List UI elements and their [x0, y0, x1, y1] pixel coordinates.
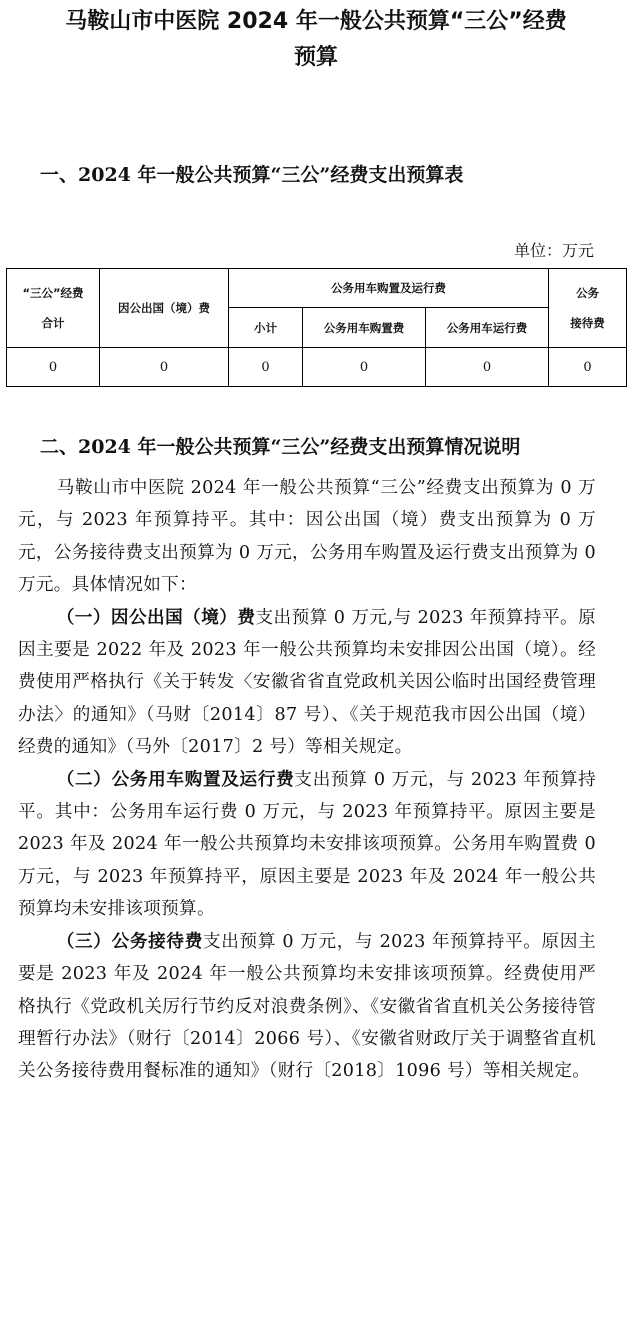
header-total: “三公”经费 合计: [7, 269, 100, 348]
value-subtotal: 0: [229, 348, 303, 387]
item-1-lead: （一）因公出国（境）费: [56, 607, 256, 628]
table-row: [7, 348, 627, 387]
header-reception: 公务 接待费: [549, 269, 627, 348]
header-vehicle-purchase: 公务用车购置费: [303, 308, 426, 348]
value-reception: 0: [549, 348, 627, 387]
section-2-heading: 二、2024 年一般公共预算“三公”经费支出预算情况说明: [40, 436, 521, 458]
item-3-lead: （三）公务接待费: [56, 931, 203, 952]
budget-table: [6, 268, 627, 387]
header-vehicle: 公务用车购置及运行费: [229, 269, 549, 308]
value-vehicle-purchase: 0: [303, 348, 426, 387]
section-1-heading: 一、2024 年一般公共预算“三公”经费支出预算表: [40, 164, 464, 186]
explanation-body: [18, 472, 596, 1088]
value-abroad: 0: [100, 348, 229, 387]
value-vehicle-operation: 0: [426, 348, 549, 387]
page-title: [0, 4, 632, 76]
item-3-text: 支出预算 0 万元，与 2023 年预算持平。原因主要是 2023 年及 2024 年一般公共预算均未安排该项预算。经费使用严格执行《党政机关厉行节约反对浪费条例》、《安徽省省直机关公务接待管理暂行办法》（财行〔2014〕2066 号）、《安徽省财政厅关于调整省直机关公务接待费用餐标准的通知》（财行〔2018〕1096 号）等相关规定。: [18, 931, 596, 1082]
item-1-text: 支出预算 0 万元,与 2023 年预算持平。原因主要是 2022 年及 2023 年一般公共预算均未安排因公出国（境）。经费使用严格执行《关于转发〈安徽省省直党政机关因公临时出国经费管理办法〉的通知》（马财〔2014〕87 号）、《关于规范我市因公出国（境）经费的通知》（马外〔2017〕2 号）等相关规定。: [18, 607, 596, 758]
unit-label: 单位：万元: [513, 241, 594, 260]
header-abroad: 因公出国（境）费: [100, 269, 229, 348]
intro-paragraph: 马鞍山市中医院 2024 年一般公共预算“三公”经费支出预算为 0 万元，与 2023 年预算持平。其中：因公出国（境）费支出预算为 0 万元，公务接待费支出预算为 0 万元，公务用车购置及运行费支出预算为 0 万元。具体情况如下：: [18, 478, 596, 596]
item-2-paragraph: [18, 764, 596, 926]
value-total: 0: [7, 348, 100, 387]
header-vehicle-operation: 公务用车运行费: [426, 308, 549, 348]
title-line-1: 马鞍山市中医院 2024 年一般公共预算“三公”经费: [65, 9, 567, 34]
item-1-paragraph: [18, 602, 596, 764]
header-subtotal: 小计: [229, 308, 303, 348]
item-2-text: 支出预算 0 万元，与 2023 年预算持平。其中：公务用车运行费 0 万元，与 2023 年预算持平。原因主要是 2023 年及 2024 年一般公共预算均未安排该项预算。公务用车购置费 0 万元，与 2023 年预算持平，原因主要是 2023 年及 2024 年一般公共预算均未安排该项预算。: [18, 769, 597, 920]
title-line-2: 预算: [293, 45, 338, 70]
item-2-lead: （二）公务用车购置及运行费: [56, 769, 295, 790]
item-3-paragraph: [18, 926, 596, 1088]
